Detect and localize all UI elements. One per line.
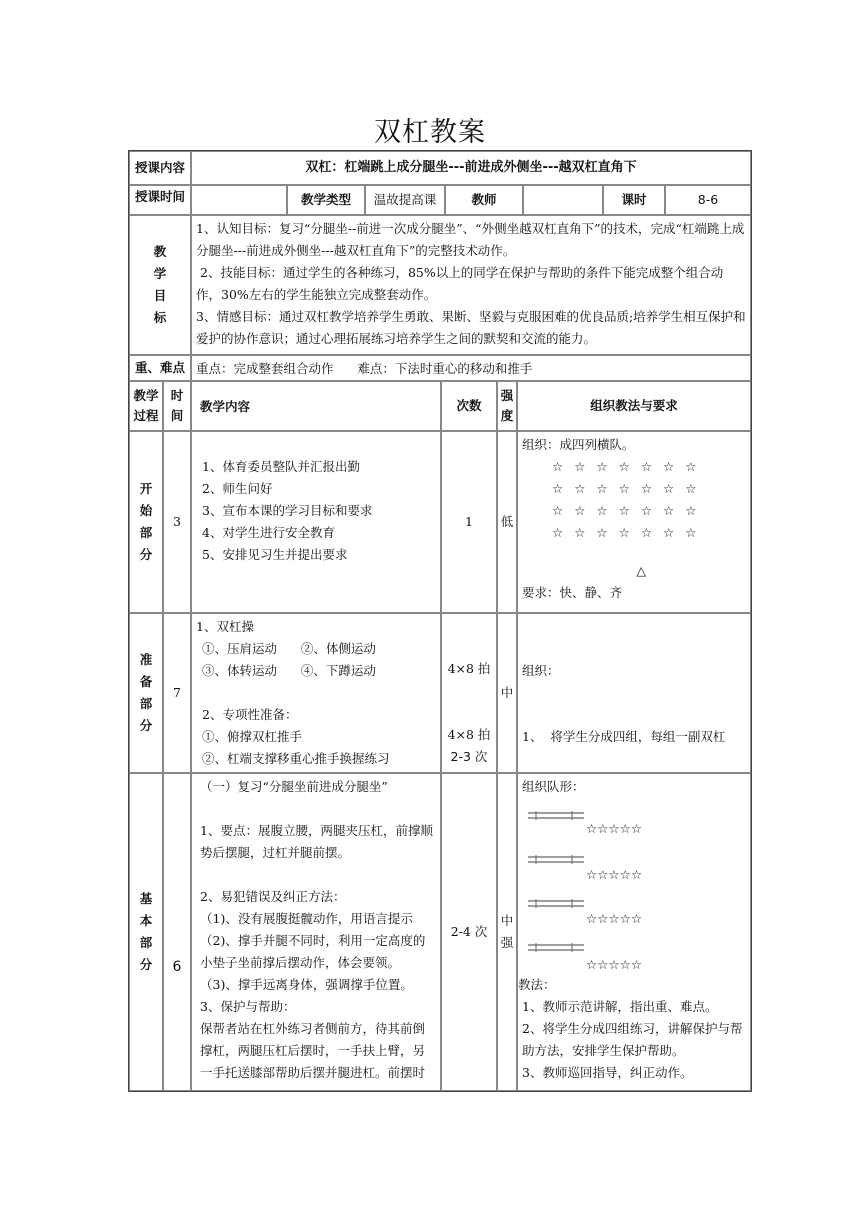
main-item: （3)、撑手远离身体，强调撑手位置。 [200, 977, 413, 992]
star-row: ☆☆☆☆☆☆☆ [552, 481, 708, 496]
label-period: 课时 [603, 185, 665, 215]
prep-item: ①、俯撑双杠推手 [202, 729, 303, 744]
prep-item: ②、杠端支撑移重心推手换握练习 [202, 751, 390, 766]
lesson-plan-table [128, 150, 752, 1092]
goals-text [191, 215, 751, 355]
page-title: 双杠教案 [374, 117, 486, 148]
goal-skill: 2、技能目标：通过学生的各种练习，85%以上的同学在保护与帮助的条件下能完成整个组合动作，30%左右的学生能独立完成整套动作。 [196, 265, 724, 302]
parallel-bars-icon [526, 810, 586, 822]
start-method [517, 431, 751, 613]
start-org: 组织：成四列横队。 [522, 437, 635, 452]
label-teaching-content: 授课内容 [129, 151, 191, 185]
main-org: 组织队形： [522, 779, 585, 794]
parallel-bars-icon [526, 854, 586, 866]
teacher-triangle-icon: △ [636, 563, 646, 578]
group-stars: ☆☆☆☆☆ [586, 957, 643, 972]
star-row: ☆☆☆☆☆☆☆ [552, 503, 708, 518]
label-prep-part: 准 备 部 分 [129, 613, 163, 773]
prep-item: ③、体转运动 ④、下蹲运动 [202, 663, 376, 678]
start-item: 2、师生问好 [202, 481, 273, 496]
main-item [200, 864, 434, 886]
prep-item [196, 682, 436, 704]
label-goals: 教 学 目 标 [129, 215, 191, 355]
header-process: 教学过程 [129, 381, 163, 431]
prep-count-3: 2-3 次 [450, 749, 488, 764]
start-require: 要求：快、静、齐 [522, 585, 623, 600]
start-content [191, 431, 441, 613]
start-time: 3 [163, 431, 191, 613]
main-method-line: 2、将学生分成四组练习，讲解保护与帮助方法，安排学生保护帮助。 [522, 1021, 743, 1058]
teacher-value [523, 185, 603, 215]
teaching-time-value [191, 185, 287, 215]
group-stars: ☆☆☆☆☆ [586, 867, 643, 882]
prep-item: ①、压肩运动 ②、体侧运动 [202, 641, 376, 656]
star-row: ☆☆☆☆☆☆☆ [552, 459, 708, 474]
group-stars: ☆☆☆☆☆ [586, 911, 643, 926]
header-content: 教学内容 [191, 381, 441, 431]
start-intensity: 低 [497, 431, 517, 613]
main-item: （一）复习“分腿坐前进成分腿坐” [200, 779, 388, 794]
label-main-part: 基 本 部 分 [129, 773, 163, 1091]
start-item: 1、体育委员整队并汇报出勤 [202, 459, 360, 474]
prep-time: 7 [163, 613, 191, 773]
star-row: ☆☆☆☆☆☆☆ [552, 525, 708, 540]
header-time: 时间 [163, 381, 191, 431]
label-keypoints: 重、难点 [129, 355, 191, 381]
main-item: （1)、没有展腹挺髋动作，用语言提示 [200, 911, 413, 926]
main-method-line: 1、教师示范讲解，指出重、难点。 [522, 999, 718, 1014]
period-value: 8-6 [665, 185, 751, 215]
start-count: 1 [441, 431, 497, 613]
prep-content [191, 613, 441, 773]
group-stars: ☆☆☆☆☆ [586, 821, 643, 836]
main-content [191, 773, 441, 1091]
main-method-text [518, 974, 744, 1084]
prep-count [441, 613, 497, 773]
prep-intensity: 中 [497, 613, 517, 773]
parallel-bars-icon [526, 942, 586, 954]
main-item: （2)、撑手并腿不同时，利用一定高度的小垫子坐前撑后摆动作，体会要领。 [200, 933, 426, 970]
goal-cognitive: 1、认知目标：复习“分腿坐--前进一次成分腿坐”、“外侧坐越双杠直角下”的技术，完成“杠端跳上成分腿坐---前进成外侧坐---越双杠直角下”的完整技术动作。 [196, 221, 745, 258]
main-method-line: 3、教师巡回指导，纠正动作。 [522, 1065, 693, 1080]
main-method [517, 773, 751, 1091]
lesson-type-value: 温故提高课 [365, 185, 445, 215]
main-item [200, 798, 434, 820]
label-start-part: 开 始 部 分 [129, 431, 163, 613]
header-count: 次数 [441, 381, 497, 431]
main-intensity: 中 强 [497, 773, 517, 1091]
teaching-content-value: 双杠：杠端跳上成分腿坐---前进成外侧坐---越双杠直角下 [191, 151, 751, 185]
prep-method-line: 组织： [522, 663, 560, 678]
label-teaching-time: 授课时间 [129, 185, 191, 215]
prep-count-2: 4×8 拍 [447, 727, 491, 742]
prep-method-line: 1、 将学生分成四组，每组一副双杠 [522, 729, 726, 744]
main-method-line: 教法： [518, 977, 556, 992]
start-item: 5、安排见习生并提出要求 [202, 547, 348, 562]
prep-method [517, 613, 751, 773]
prep-item: 1、双杠操 [196, 619, 254, 634]
label-teacher: 教师 [445, 185, 523, 215]
keypoints-text: 重点：完成整套组合动作 难点：下法时重心的移动和推手 [191, 355, 751, 381]
main-item: 2、易犯错误及纠正方法： [200, 889, 346, 904]
header-method: 组织教法与要求 [517, 381, 751, 431]
goal-affective: 3、情感目标：通过双杠教学培养学生勇敢、果断、坚毅与克服困难的优良品质;培养学生相互保护和爱护的协作意识；通过心理拓展练习培养学生之间的默契和交流的能力。 [196, 309, 746, 346]
formation-stars [522, 456, 746, 544]
start-item: 4、对学生进行安全教育 [202, 525, 335, 540]
main-time-cell [163, 773, 191, 1091]
prep-item: 2、专项性准备： [202, 707, 298, 722]
header-intensity: 强度 [497, 381, 517, 431]
main-item: 保帮者站在杠外练习者侧前方，待其前倒撑杠，两腿压杠后摆时，一手扶上臂，另一手托送膝部帮助后摆并腿进杠。前摆时 [200, 1021, 426, 1080]
prep-count-1: 4×8 拍 [447, 661, 491, 676]
main-item: 3、保护与帮助： [200, 999, 296, 1014]
start-item: 3、宣布本课的学习目标和要求 [202, 503, 373, 518]
label-lesson-type: 教学类型 [287, 185, 365, 215]
main-count: 2-4 次 [441, 773, 497, 1091]
parallel-bars-icon [526, 898, 586, 910]
main-item: 1、要点：展腹立腰，两腿夹压杠，前撑顺势后摆腿，过杠并腿前摆。 [200, 823, 433, 860]
main-time: 6 [172, 959, 182, 975]
